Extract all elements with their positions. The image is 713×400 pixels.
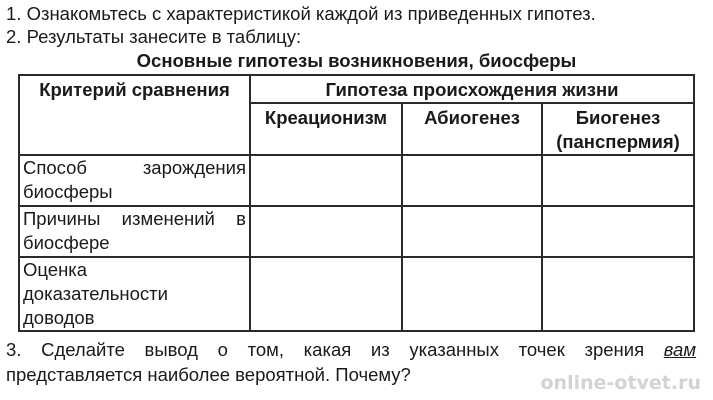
instruction-step-1: 1. Ознакомьтесь с характеристикой каждой из приведенных гипотез. (6, 3, 596, 24)
table-row (19, 206, 694, 257)
table-cell-empty[interactable] (542, 155, 694, 206)
conclusion-line-1 (6, 337, 696, 362)
column-panspermia-label: (панспермия) (556, 131, 680, 152)
table-row (19, 155, 694, 206)
table-cell-empty[interactable] (402, 155, 542, 206)
table-cell-empty[interactable] (250, 155, 402, 206)
row-label-origin (19, 155, 250, 206)
table-cell-empty[interactable] (402, 206, 542, 257)
row-label-changes (19, 206, 250, 257)
table-cell-empty[interactable] (250, 257, 402, 331)
row-label-line: Оценка (23, 259, 88, 280)
column-biogenesis-label: Биогенез (575, 107, 661, 128)
table-cell-empty[interactable] (250, 206, 402, 257)
comparison-table (18, 74, 695, 332)
column-biogenesis (542, 103, 694, 155)
row-label-line: доводов (23, 307, 95, 328)
criterion-header: Критерий сравнения (19, 75, 250, 155)
table-row (19, 257, 694, 331)
table-cell-empty[interactable] (542, 257, 694, 331)
row-label-line: доказательности (23, 283, 168, 304)
conclusion-emphasis: вам (663, 339, 697, 360)
column-creationism: Креационизм (250, 103, 402, 155)
table-cell-empty[interactable] (542, 206, 694, 257)
row-label-evidence (19, 257, 250, 331)
table-title: Основные гипотезы возникновения, биосферы (136, 50, 577, 71)
site-watermark: online-otvet.ru (540, 372, 701, 394)
instruction-step-2: 2. Результаты занесите в таблицу: (6, 26, 302, 47)
conclusion-text: 3. Сделайте вывод о том, какая из указанных точек зрения (6, 339, 645, 360)
row-label-line: биосферы (23, 181, 113, 202)
column-abiogenesis: Абиогенез (402, 103, 542, 155)
row-label-line: Способ зарождения (23, 157, 246, 178)
row-label-line: биосфере (23, 232, 110, 253)
conclusion-line-2: представляется наиболее вероятной. Почему? (6, 364, 411, 385)
row-label-line: Причины изменений в (23, 208, 246, 229)
table-cell-empty[interactable] (402, 257, 542, 331)
hypothesis-header: Гипотеза происхождения жизни (250, 75, 694, 103)
